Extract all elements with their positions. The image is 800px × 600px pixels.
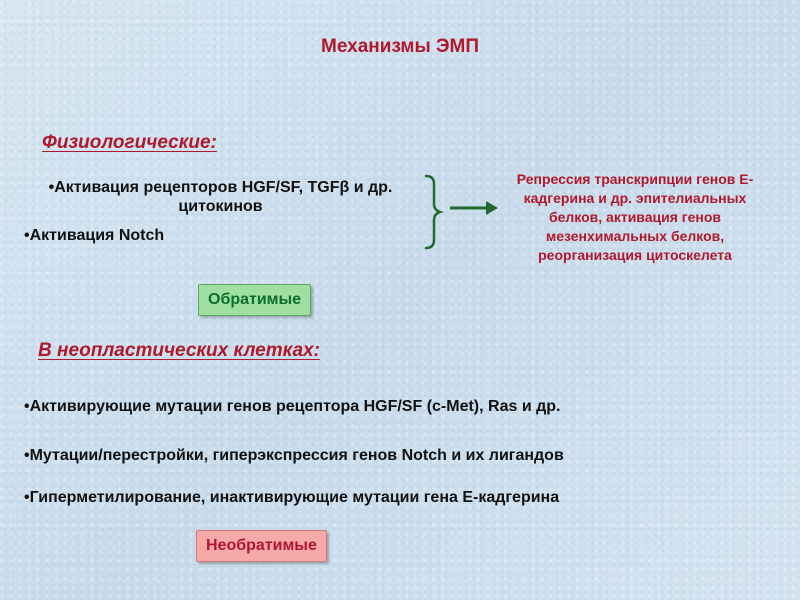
neoplastic-item-methylation: •Гиперметилирование, инактивирующие мутации гена Е-кадгерина [24, 489, 560, 506]
neoplastic-heading: В неопластических клетках: [38, 340, 320, 361]
physiological-result: Репрессия транскрипции генов Е-кадгерина и др. эпителиальных белков, активация генов мезенхимальных белков, реорганизация цитоскелета [516, 171, 754, 263]
irreversible-badge: Необратимые [196, 530, 327, 562]
physiological-heading: Физиологические: [42, 132, 217, 153]
right-brace-icon [426, 176, 440, 248]
neoplastic-item-mutations: •Активирующие мутации генов рецептора HGF/SF (c-Met), Ras и др. [24, 398, 561, 415]
physiological-item-notch: •Активация Notch [24, 227, 165, 244]
physiological-item-receptors: •Активация рецепторов HGF/SF, TGFβ и др. цитокинов [48, 179, 393, 215]
slide-title: Механизмы ЭМП [321, 36, 479, 57]
arrow-head-icon [486, 201, 498, 215]
reversible-badge: Обратимые [198, 284, 311, 316]
neoplastic-item-notch: •Мутации/перестройки, гиперэкспрессия генов Notch и их лигандов [24, 447, 564, 464]
brace-arrow-icon [420, 172, 500, 252]
